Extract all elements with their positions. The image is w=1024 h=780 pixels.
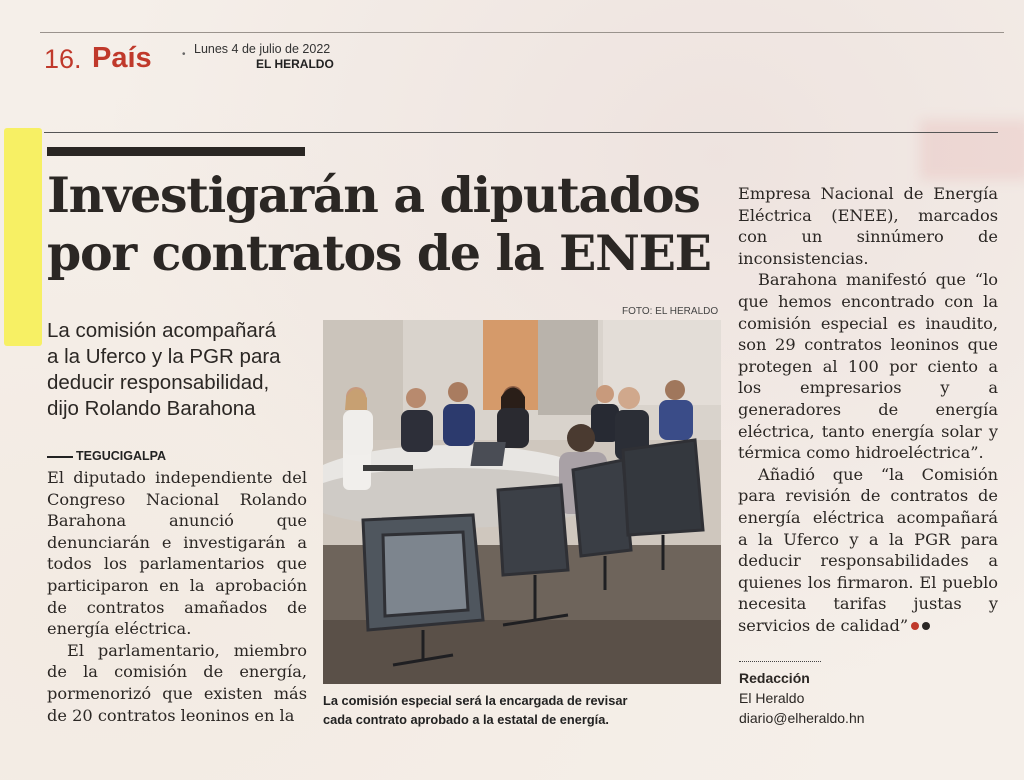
photo-caption xyxy=(323,691,723,729)
meeting-photo xyxy=(323,320,721,684)
deck-line: La comisión acompañará xyxy=(47,319,277,342)
kicker-bar xyxy=(47,147,305,156)
deck-line: a la Uferco y la PGR para xyxy=(47,345,281,368)
dateline-dash xyxy=(47,456,73,458)
publication-date: Lunes 4 de julio de 2022 xyxy=(194,42,331,56)
deck xyxy=(47,318,317,422)
paragraph: Barahona manifestó que “lo que hemos encontrado con la comisión especial es inaudito, son 29 contratos leoninos que protegen al 100 por ciento a los empresarios y a generadores de energía eléctrica, tanto energía solar y térmica como hidroeléctrica”. xyxy=(738,270,998,463)
paragraph: Empresa Nacional de Energía Eléctrica (ENEE), marcados con un sinnúmero de inconsistencias. xyxy=(738,184,998,268)
ink-bleed xyxy=(920,120,1024,180)
byline-role: Redacción xyxy=(739,670,810,686)
paragraph: El parlamentario, miembro de la comisión de energía, pormenorizó que existen más de 20 contratos leoninos en la xyxy=(47,640,307,725)
deck-line: dijo Rolando Barahona xyxy=(47,397,256,420)
paragraph-text: Añadió que “la Comisión para revisión de contratos de energía eléctrica acompañará a la Uferco y a la PGR para deducir responsabilidades a quienes los firmaron. El pueblo necesita tarifas justas y servicios de calidad” xyxy=(738,464,998,635)
byline xyxy=(739,668,865,728)
caption-line: cada contrato aprobado a la estatal de energía. xyxy=(323,712,609,727)
separator-dot: • xyxy=(182,49,186,60)
photo-credit: FOTO: EL HERALDO xyxy=(622,306,719,317)
right-column xyxy=(738,183,998,636)
section-title: País xyxy=(92,42,152,74)
byline-email: diario@elheraldo.hn xyxy=(739,710,865,726)
header-rule xyxy=(40,32,1004,33)
dateline-text: TEGUCIGALPA xyxy=(76,449,167,463)
paragraph-with-end-mark xyxy=(738,464,998,637)
headline-line: por contratos de la ENEE xyxy=(47,224,711,282)
meeting-photo-illustration xyxy=(323,320,721,684)
left-column xyxy=(47,467,307,726)
byline-rule xyxy=(739,661,821,662)
byline-outlet: El Heraldo xyxy=(739,690,805,706)
paragraph: El diputado independiente del Congreso Nacional Rolando Barahona anunció que denunciarán e investigarán a todos los parlamentarios que participaron en la aprobación de contratos amañados de energía eléctrica. xyxy=(47,468,307,639)
headline xyxy=(47,166,727,282)
highlighter-mark xyxy=(4,128,42,346)
end-mark-dot-1 xyxy=(911,622,919,630)
deck-line: deducir responsabilidad, xyxy=(47,371,270,394)
article-rule xyxy=(44,132,998,133)
page-number: 16. xyxy=(44,44,82,74)
end-mark-dot-2 xyxy=(922,622,930,630)
caption-line: La comisión especial será la encargada de revisar xyxy=(323,693,628,708)
dateline xyxy=(47,449,166,463)
newspaper-name: EL HERALDO xyxy=(256,57,334,71)
headline-line: Investigarán a diputados xyxy=(47,166,700,224)
